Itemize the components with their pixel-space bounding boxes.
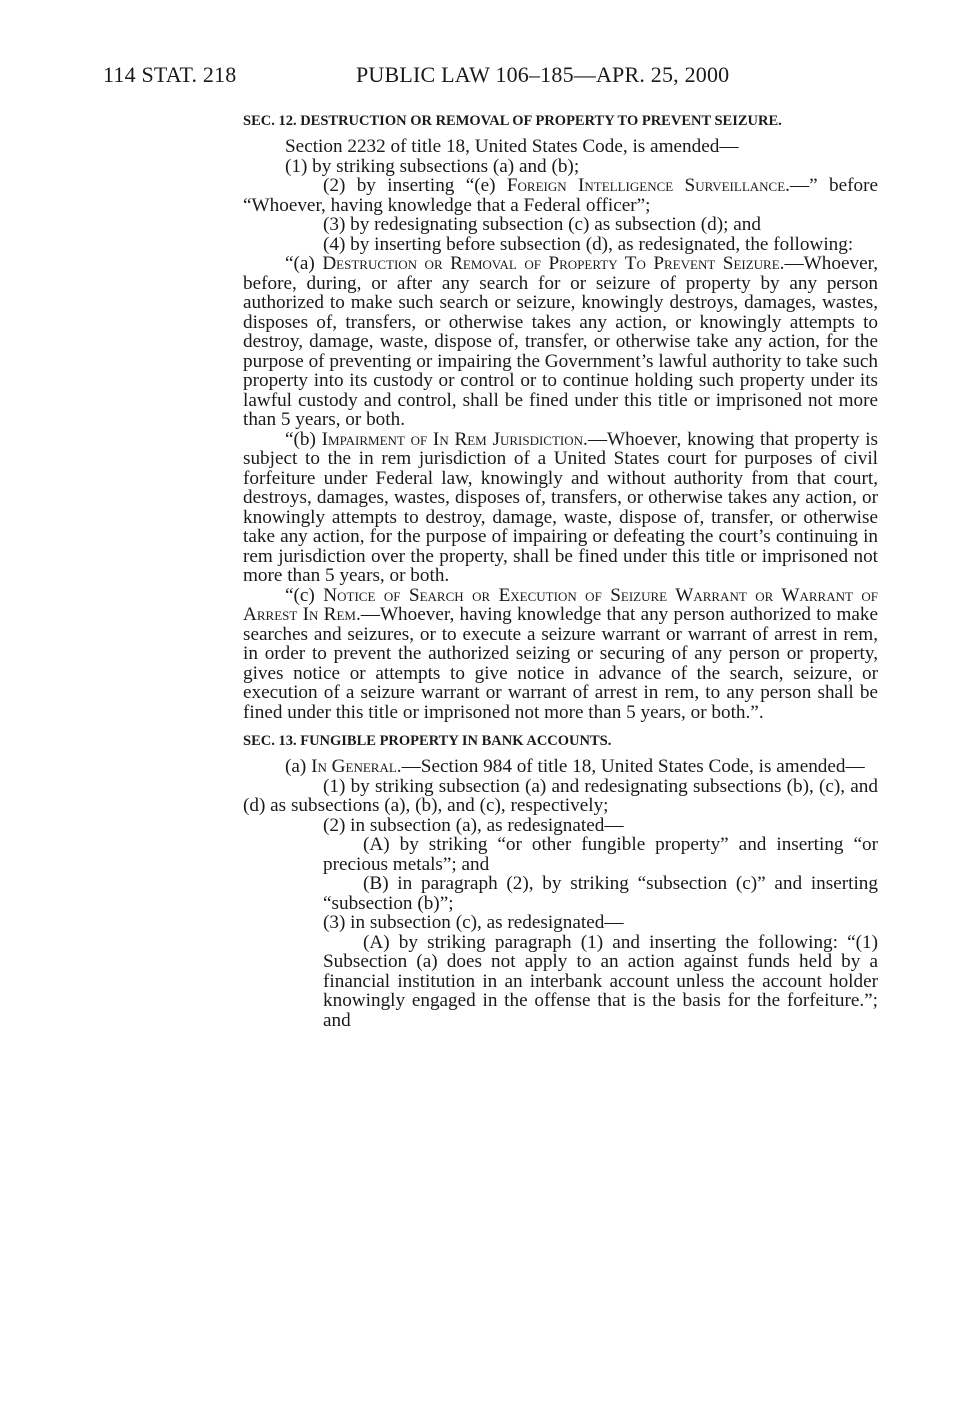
section-13-a-text: .—Section 984 of title 18, United States Code, is amended— <box>396 756 865 777</box>
section-13-item-3: (3) in subsection (c), as redesignated— <box>323 912 624 933</box>
subsection-a <box>243 254 878 430</box>
subsection-a-heading: Destruction or Removal of Property To Prevent Seizure <box>322 253 780 274</box>
section-13-a-prefix: (a) <box>285 756 312 777</box>
section-13-item-2A: (A) by striking “or other fungible property” and inserting “or precious metals”; and <box>323 834 878 875</box>
subsection-a-text: .—Whoever, before, during, or after any search for or seizure of property by any person authorized to make such search or seizure, knowingly destroys, damages, wastes, disposes of, transfers, or otherwise takes any action, or knowingly attempts to destroy, damage, waste, dispose of, transfer, or otherwise take any action, for the purpose of preventing or impairing the Government’s lawful authority to take such property into its custody or control or to continue holding such property under its lawful custody and control, shall be fined under this title or imprisoned not more than 5 years, or both. <box>243 253 878 430</box>
section-13-item-2: (2) in subsection (a), as redesignated— <box>323 814 624 836</box>
section-12-item-1: (1) by striking subsections (a) and (b); <box>285 155 580 177</box>
subsection-b <box>243 430 878 586</box>
subsection-b-text: .—Whoever, knowing that property is subject to the in rem jurisdiction of a United States court for purposes of civil forfeiture under Federal law, knowingly and without authority from that court, destroys, damages, wastes, disposes of, transfers, or otherwise takes any action, or knowingly attempts to destroy, damage, waste, dispose of, transfer, or otherwise take any action, for the purpose of impairing or defeating the court’s continuing in rem jurisdiction over the property, shall be fined under this title or imprisoned not more than 5 years, or both. <box>243 428 879 586</box>
item-2-suffix: .—” before “Whoever, having knowledge that a Federal officer”; <box>243 175 878 216</box>
section-12-item-2 <box>243 176 878 215</box>
subsection-c-prefix: “(c) <box>285 584 324 606</box>
section-13-heading: SEC. 13. FUNGIBLE PROPERTY IN BANK ACCOUNTS. <box>243 733 612 749</box>
item-2-prefix: (2) by inserting “(e) <box>323 175 507 196</box>
subsection-b-heading: Impairment of In Rem Jurisdiction <box>321 428 584 450</box>
item-2-caps: Foreign Intelligence Surveillance <box>506 175 786 196</box>
subsection-c-text: .—Whoever, having knowledge that any person authorized to make searches and seizures, or to execute a seizure warrant or warrant of arrest in rem, in order to prevent the authorized seizing or securing of any person or property, gives notice or attempts to give notice in advance of the search, seizure, or execution of a seizure warrant or warrant of arrest in rem, to any person shall be fined under this title or imprisoned not more than 5 years, or both.”. <box>243 604 878 723</box>
subsection-c-heading: Notice of Search or Execution of Seizure Warrant or Warrant of Arrest In Rem <box>243 584 878 625</box>
section-13-item-3A: (A) by striking paragraph (1) and inserting the following: “(1) Subsection (a) does not apply to an action against funds held by a financial institution in an interbank account unless the account holder knowingly engaged in the offense that is the basis for the forfeiture.”; and <box>323 931 878 1031</box>
section-12-item-3: (3) by redesignating subsection (c) as subsection (d); and <box>323 214 761 235</box>
statute-page-number: 114 STAT. 218 <box>103 62 237 87</box>
section-13-a-heading: In General <box>311 756 397 777</box>
section-13-subsection-a <box>243 757 878 777</box>
section-12-heading: SEC. 12. DESTRUCTION OR REMOVAL OF PROPERTY TO PREVENT SEIZURE. <box>243 113 782 129</box>
public-law-citation: PUBLIC LAW 106–185—APR. 25, 2000 <box>356 62 730 87</box>
section-13-item-1: (1) by striking subsection (a) and redesignating subsections (b), (c), and (d) as subsections (a), (b), and (c), respectively; <box>243 775 878 816</box>
subsection-a-prefix: “(a) <box>285 253 323 274</box>
section-12-intro: Section 2232 of title 18, United States Code, is amended— <box>285 136 739 157</box>
section-13-item-2B: (B) in paragraph (2), by striking “subsection (c)” and inserting “subsection (b)”; <box>323 873 878 914</box>
subsection-c <box>243 586 878 723</box>
section-12-item-4: (4) by inserting before subsection (d), as redesignated, the following: <box>323 233 854 255</box>
subsection-b-prefix: “(b) <box>285 428 322 450</box>
document-body <box>243 112 878 1030</box>
